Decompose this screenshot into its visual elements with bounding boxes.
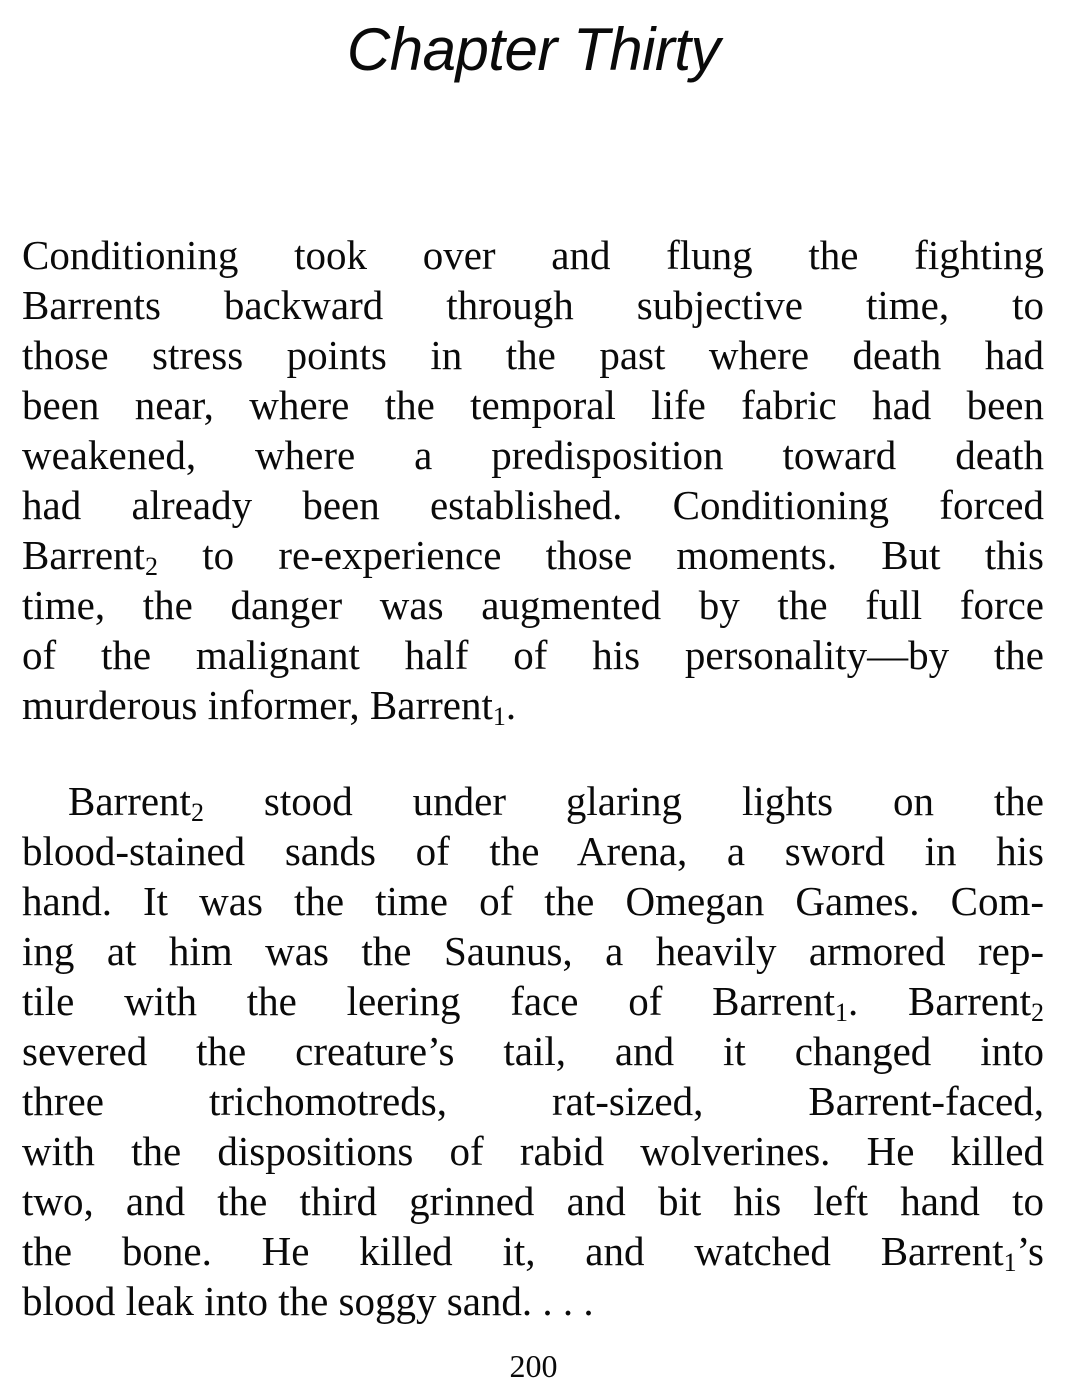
text-line — [22, 926, 1044, 976]
text-line — [22, 1076, 1044, 1126]
line-text: to re-experience those moments. But this — [157, 532, 1044, 578]
line-text: the bone. He killed it, and watched Barrent — [22, 1228, 1004, 1274]
line-text: hand. It was the time of the Omegan Games. Com- — [22, 878, 1044, 924]
line-text: blood-stained sands of the Arena, a sword in his — [22, 828, 1044, 874]
line-text: ’s — [1016, 1228, 1044, 1274]
text-line — [22, 430, 1044, 480]
text-line — [22, 580, 1044, 630]
text-line — [22, 1226, 1044, 1276]
line-text: ing at him was the Saunus, a heavily armored rep- — [22, 928, 1044, 974]
text-line — [22, 876, 1044, 926]
text-line — [22, 380, 1044, 430]
line-text: Barrent — [68, 778, 191, 824]
text-line — [22, 1276, 1044, 1326]
subscript: 2 — [144, 552, 158, 581]
page-number: 200 — [509, 1348, 558, 1384]
chapter-title: Chapter Thirty — [346, 16, 721, 83]
line-text: Barrents backward through subjective time, to — [22, 282, 1044, 328]
line-text: blood leak into the soggy sand. . . . — [22, 1278, 594, 1324]
subscript: 2 — [190, 798, 204, 827]
text-line — [22, 826, 1044, 876]
text-line — [22, 1026, 1044, 1076]
line-text: murderous informer, Barrent — [22, 682, 493, 728]
line-text: those stress points in the past where death had — [22, 332, 1044, 378]
paragraph-1 — [22, 230, 1044, 730]
line-text: . Barrent — [848, 978, 1031, 1024]
text-line — [22, 1176, 1044, 1226]
line-text: time, the danger was augmented by the full force — [22, 582, 1044, 628]
line-text: stood under glaring lights on the — [203, 778, 1044, 824]
line-text: severed the creature’s tail, and it changed into — [22, 1028, 1044, 1074]
subscript: 1 — [492, 702, 506, 731]
text-line — [22, 680, 1044, 730]
subscript: 2 — [1031, 998, 1044, 1027]
text-line — [22, 1126, 1044, 1176]
text-line — [22, 530, 1044, 580]
subscript: 1 — [835, 998, 849, 1027]
line-text: been near, where the temporal life fabric had been — [22, 382, 1044, 428]
line-text: two, and the third grinned and bit his left hand to — [22, 1178, 1044, 1224]
text-line — [22, 330, 1044, 380]
text-line — [22, 480, 1044, 530]
line-text: three trichomotreds, rat-sized, Barrent-faced, — [22, 1078, 1044, 1124]
text-line — [22, 630, 1044, 680]
line-text: tile with the leering face of Barrent — [22, 978, 836, 1024]
text-line — [22, 776, 1044, 826]
line-text: had already been established. Conditioning forced — [22, 482, 1044, 528]
line-text: . — [505, 682, 517, 728]
line-text: of the malignant half of his personality—by the — [22, 632, 1044, 678]
text-line — [22, 230, 1044, 280]
subscript: 1 — [1003, 1248, 1017, 1277]
text-line — [22, 976, 1044, 1026]
line-text: weakened, where a predisposition toward death — [22, 432, 1044, 478]
line-text: with the dispositions of rabid wolverines. He killed — [22, 1128, 1044, 1174]
line-text: Barrent — [22, 532, 145, 578]
text-line — [22, 280, 1044, 330]
paragraph-2 — [22, 776, 1044, 1326]
line-text: Conditioning took over and flung the fighting — [22, 232, 1044, 278]
